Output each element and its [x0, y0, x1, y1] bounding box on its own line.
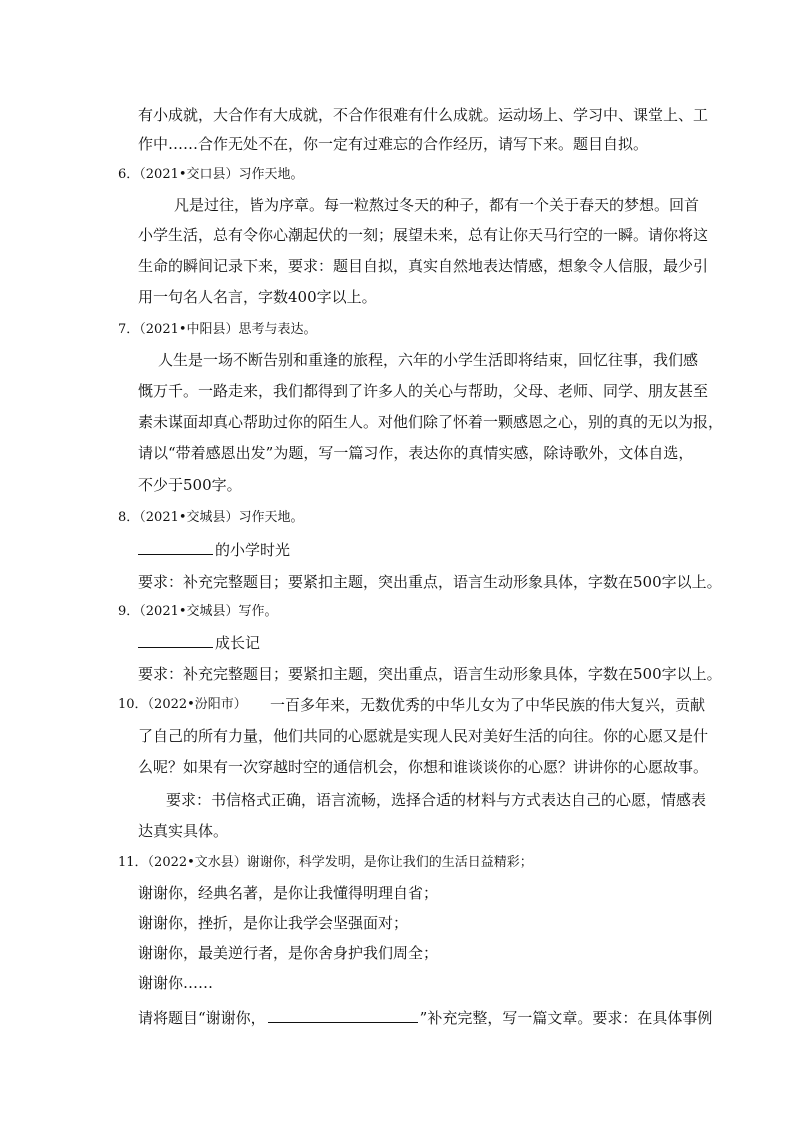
text-line: 么呢？如果有一次穿越时空的通信机会，你想和谁谈谈你的心愿？讲讲你的心愿故事。 — [138, 758, 709, 776]
title-suffix: 的小学时光 — [215, 541, 291, 559]
text-line: 达真实具体。 — [138, 822, 229, 840]
question-10-heading: 10．（2022•汾阳市） — [118, 697, 247, 712]
text-line: 人生是一场不断告别和重逢的旅程，六年的小学生活即将结束，回忆往事，我们感 — [158, 351, 699, 369]
text-line: 一百多年来，无数优秀的中华儿女为了中华民族的伟大复兴，贡献 — [270, 696, 706, 714]
text-line: 有小成就，大合作有大成就，不合作很难有什么成就。运动场上、学习中、课堂上、工 — [138, 106, 709, 124]
question-11-heading: 11．（2022•文水县）谢谢你，科学发明，是你让我们的生活日益精彩； — [118, 855, 533, 870]
text-line: 凡是过往，皆为序章。每一粒熬过冬天的种子，都有一个关于春天的梦想。回首 — [174, 196, 700, 214]
text-line: 生命的瞬间记录下来，要求：题目自拟，真实自然地表达情感，想象令人信服，最少引 — [138, 257, 709, 275]
text-line: 谢谢你，最美逆行者，是你舍身护我们周全； — [138, 944, 439, 962]
title-fill-line — [138, 540, 290, 560]
fill-blank — [138, 633, 213, 648]
text-line: 要求：补充完整题目；要紧扣主题，突出重点，语言生动形象具体，字数在500字以上。 — [138, 573, 722, 591]
fill-blank — [138, 540, 213, 555]
question-7-heading: 7．（2021•中阳县）思考与表达。 — [118, 322, 317, 337]
prompt-prefix: 请将题目“谢谢你， — [138, 1009, 266, 1027]
title-fill-line — [138, 1008, 712, 1028]
text-line: 用一句名人名言，字数400字以上。 — [138, 288, 377, 306]
fill-blank — [268, 1008, 418, 1023]
text-line: 了自己的所有力量，他们共同的心愿就是实现人民对美好生活的向往。你的心愿又是什 — [138, 727, 709, 745]
text-line: 不少于500字。 — [138, 476, 242, 494]
text-line: 谢谢你，经典名著，是你让我懂得明理自省； — [138, 884, 439, 902]
text-line: 慨万千。一路走来，我们都得到了许多人的关心与帮助，父母、老师、同学、朋友甚至 — [138, 382, 709, 400]
text-line: 要求：补充完整题目；要紧扣主题，突出重点，语言生动形象具体，字数在500字以上。 — [138, 665, 722, 683]
prompt-suffix: ”补充完整，写一篇文章。要求：在具体事例 — [419, 1009, 713, 1027]
text-line: 谢谢你，挫折，是你让我学会坚强面对； — [138, 914, 409, 932]
text-line: 要求：书信格式正确，语言流畅，选择合适的材料与方式表达自己的心愿，情感表 — [166, 791, 707, 809]
question-8-heading: 8．（2021•交城县）习作天地。 — [118, 510, 304, 525]
text-line: 作中……合作无处不在，你一定有过难忘的合作经历，请写下来。题目自拟。 — [138, 135, 649, 153]
text-line: 谢谢你…… — [138, 974, 214, 992]
text-line: 素未谋面却真心帮助过你的陌生人。对他们除了怀着一颗感恩之心，别的真的无以为报， — [138, 413, 724, 431]
title-suffix: 成长记 — [215, 634, 261, 652]
text-line: 请以“带着感恩出发”为题，写一篇习作，表达你的真情实感，除诗歌外，文体自选， — [138, 444, 694, 462]
text-line: 小学生活，总有令你心潮起伏的一刻；展望未来，总有让你天马行空的一瞬。请你将这 — [138, 226, 709, 244]
title-fill-line — [138, 633, 260, 653]
question-6-heading: 6．（2021•交口县）习作天地。 — [118, 167, 304, 182]
question-9-heading: 9．（2021•交城县）写作。 — [118, 604, 278, 619]
